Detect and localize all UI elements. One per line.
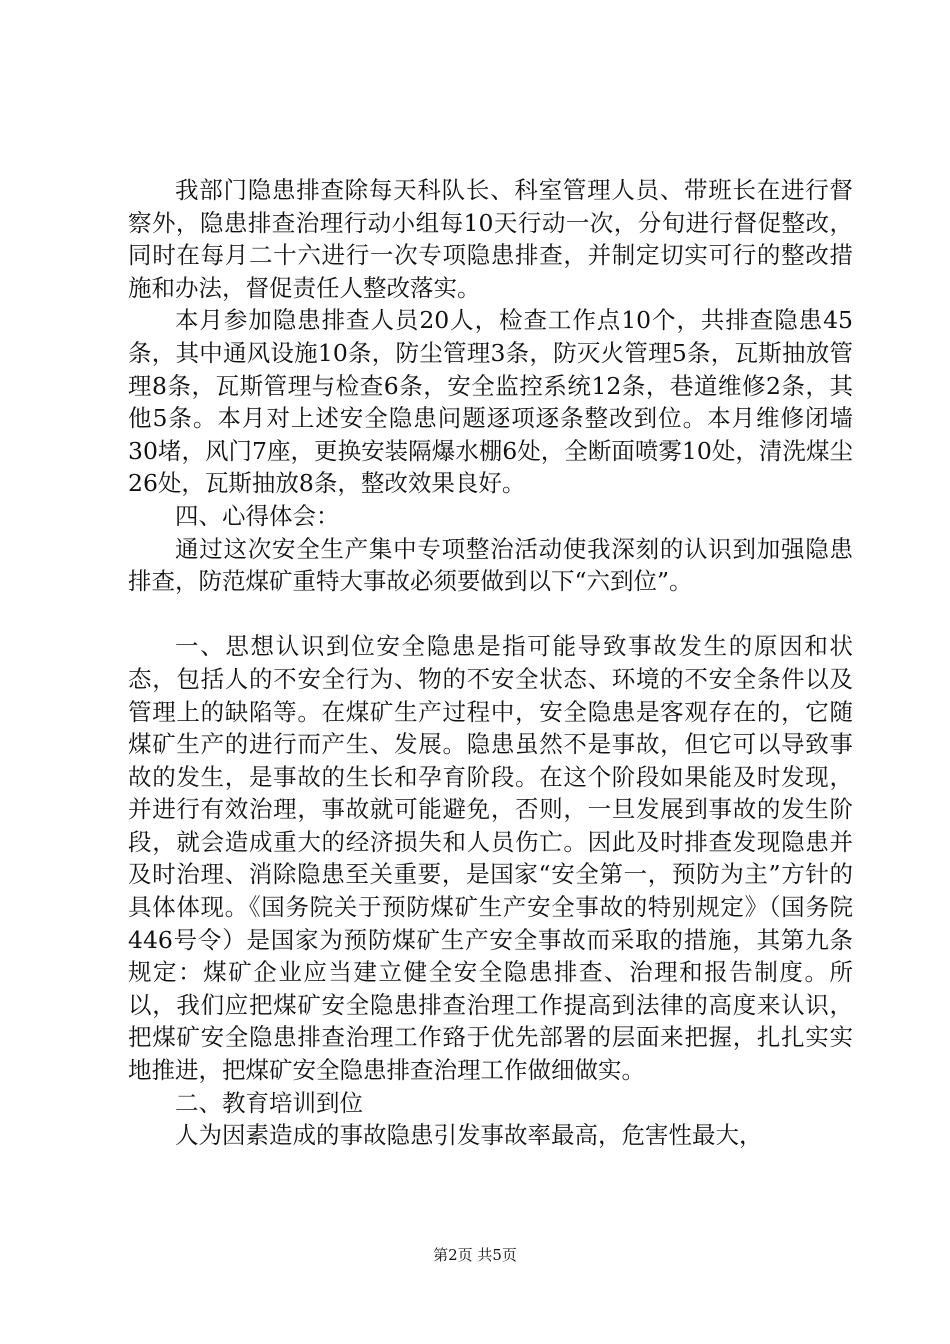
section-heading-experience: 四、心得体会： bbox=[175, 501, 340, 530]
section-heading-education-training: 二、教育培训到位 bbox=[175, 1088, 363, 1117]
paragraph-inspection-process: 我部门隐患排查除每天科队长、科室管理人员、带班长在进行督察外，隐患排查治理行动小组每10天行动一次，分旬进行督促整改，同时在每月二十六进行一次专项隐患排查，并制定切实可行的整改措施和办法，督促责任人整改落实。 bbox=[128, 176, 853, 302]
paragraph-ideological-awareness: 一、思想认识到位安全隐患是指可能导致事故发生的原因和状态，包括人的不安全行为、物的不安全状态、环境的不安全条件以及管理上的缺陷等。在煤矿生产过程中，安全隐患是客观存在的，它随煤矿生产的进行而产生、发展。隐患虽然不是事故，但它可以导致事故的发生，是事故的生长和孕育阶段。在这个阶段如果能及时发现，并进行有效治理，事故就可能避免，否则，一旦发展到事故的发生阶段，就会造成重大的经济损失和人员伤亡。因此及时排查发现隐患并及时治理、消除隐患至关重要，是国家“安全第一，预防为主”方针的具体体现。《国务院关于预防煤矿生产安全事故的特别规定》（国务院446号令）是国家为预防煤矿生产安全事故而采取的措施，其第九条规定：煤矿企业应当建立健全安全隐患排查、治理和报告制度。所以，我们应把煤矿安全隐患排查治理工作提高到法律的高度来认识，把煤矿安全隐患排查治理工作臵于优先部署的层面来把握，扎扎实实地推进，把煤矿安全隐患排查治理工作做细做实。 bbox=[128, 632, 853, 1085]
document-body bbox=[128, 174, 853, 1152]
page-number-footer: 第2页 共5页 bbox=[433, 1246, 517, 1264]
paragraph-monthly-statistics: 本月参加隐患排查人员20人，检查工作点10个，共排查隐患45条，其中通风设施10条，防尘管理3条，防灭火管理5条，瓦斯抽放管理8条，瓦斯管理与检查6条，安全监控系统12条，巷道维修2条，其他5条。本月对上述安全隐患问题逐项逐条整改到位。本月维修闭墙30堵，风门7座，更换安装隔爆水棚6处，全断面喷雾10处，清洗煤尘26处，瓦斯抽放8条，整改效果良好。 bbox=[128, 306, 853, 498]
paragraph-experience-intro: 通过这次安全生产集中专项整治活动使我深刻的认识到加强隐患排查，防范煤矿重特大事故必须要做到以下“六到位”。 bbox=[128, 534, 853, 596]
paragraph-human-factors: 人为因素造成的事故隐患引发事故率最高，危害性最大， bbox=[175, 1121, 763, 1150]
